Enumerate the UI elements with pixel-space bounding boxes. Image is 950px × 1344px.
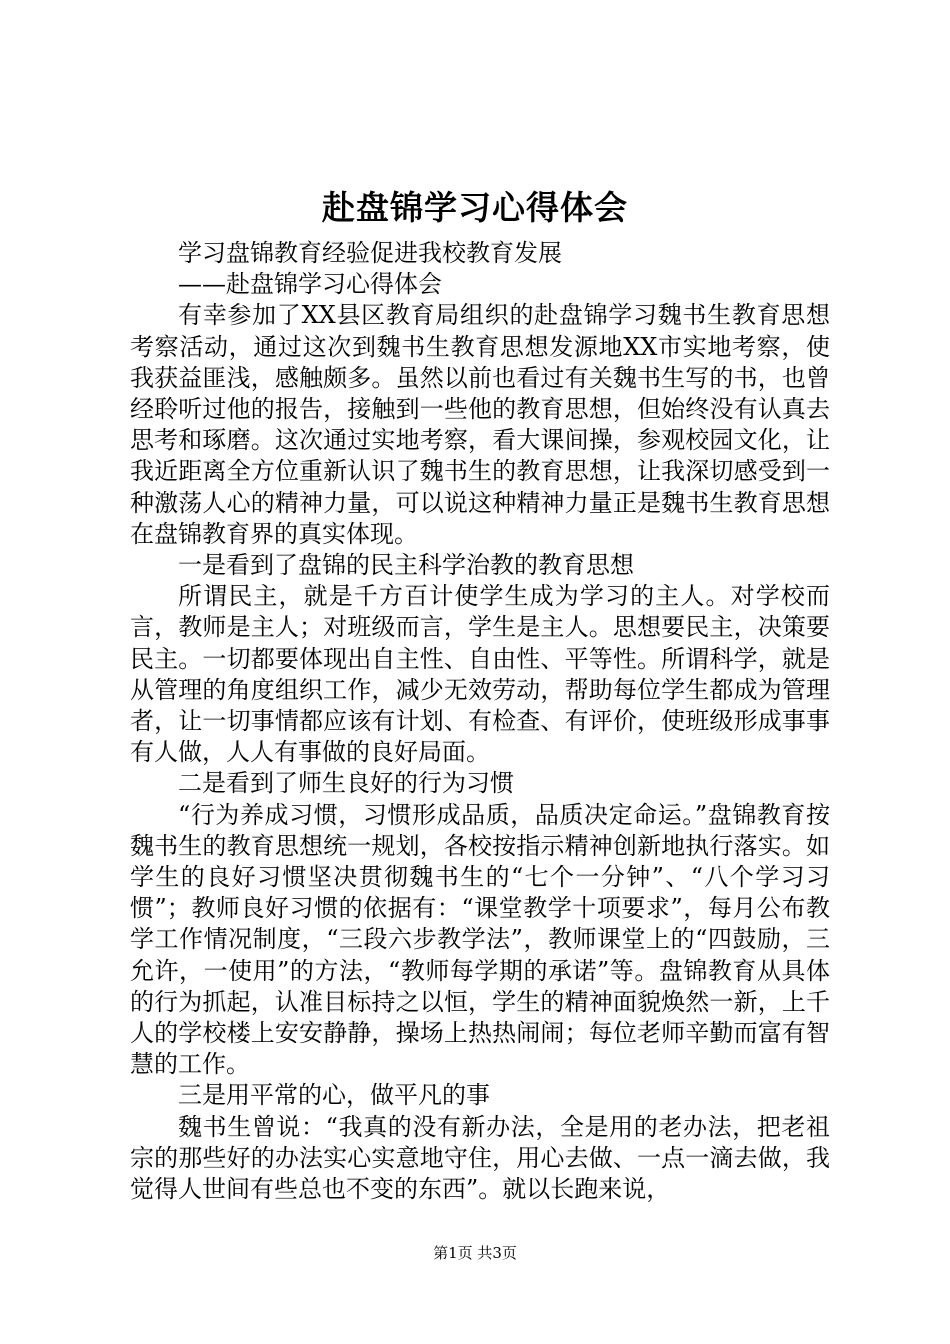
document-title: 赴盘锦学习心得体会: [322, 188, 628, 227]
paragraph-habits: “行为养成习惯，习惯形成品质，品质决定命运。”盘锦教育按魏书生的教育思想统一规划，各校按指示精神创新地执行落实。如学生的良好习惯坚决贯彻魏书生的“七个一分钟”、“八个学习习惯”；教师良好习惯的依据有：“课堂教学十项要求”，每月公布教学工作情况制度，“三段六步教学法”，教师课堂上的“四鼓励，三允许，一使用”的方法，“教师每学期的承诺”等。盘锦教育从具体的行为抓起，认准目标持之以恒，学生的精神面貌焕然一新，上千人的学校楼上安安静静，操场上热热闹闹；每位老师辛勤而富有智慧的工作。: [130, 800, 830, 1079]
paragraph-intro: 有幸参加了XX县区教育局组织的赴盘锦学习魏书生教育思想考察活动，通过这次到魏书生教育思想发源地XX市实地考察，使我获益匪浅，感触颇多。虽然以前也看过有关魏书生写的书，也曾经聆听过他的报告，接触到一些他的教育思想，但始终没有认真去思考和琢磨。这次通过实地考察，看大课间操，参观校园文化，让我近距离全方位重新认识了魏书生的教育思想，让我深切感受到一种激荡人心的精神力量，可以说这种精神力量正是魏书生教育思想在盘锦教育界的真实体现。: [130, 301, 830, 548]
paragraph-ordinary: 魏书生曾说：“我真的没有新办法，全是用的老办法，把老祖宗的那些好的办法实心实意地守住，用心去做、一点一滴去做，我觉得人世间有些总也不变的东西”。就以长跑来说，: [130, 1112, 830, 1204]
subtitle: 学习盘锦教育经验促进我校教育发展: [178, 239, 562, 267]
subtitle-secondary: ——赴盘锦学习心得体会: [178, 270, 442, 299]
section-heading-1: 一是看到了盘锦的民主科学治教的教育思想: [178, 551, 634, 580]
section-heading-3: 三是用平常的心，做平凡的事: [178, 1081, 490, 1110]
page-number-footer: 第1页 共3页: [433, 1244, 517, 1262]
section-heading-2: 二是看到了师生良好的行为习惯: [178, 769, 514, 798]
paragraph-democracy: 所谓民主，就是千方百计使学生成为学习的主人。对学校而言，教师是主人；对班级而言，学生是主人。思想要民主，决策要民主。一切都要体现出自主性、自由性、平等性。所谓科学，就是从管理的角度组织工作，减少无效劳动，帮助每位学生都成为管理者，让一切事情都应该有计划、有检查、有评价，使班级形成事事有人做，人人有事做的良好局面。: [130, 582, 830, 767]
document-body: [130, 238, 830, 1205]
